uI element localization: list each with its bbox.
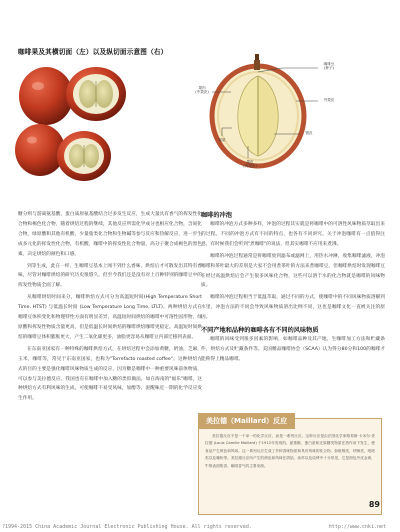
figure-title: 咖啡果及其横切面（左）以及纵切面示意图（右） xyxy=(18,48,168,56)
label-coffee-bean: 咖啡豆 (种子) xyxy=(323,62,335,71)
label-silver-skin: 银皮 xyxy=(305,131,313,135)
left-paragraph: 从咖啡烘焙时间来分，咖啡烘焙方式可分为高温短时间(High Temperature Short Time, HTST) 与低温长时间 (Low Temperature Long Time, LTLT)。两种烘焙方式在咖啡豆体积变化和物理特性方面有明显差异，高温短时间烘焙的咖啡中可溶性固形物，绿原酸和挥发性物质含量更高，但是低温长时间烘焙的咖啡烘焙咖啡更稳定。高温短时间烘焙的咖啡豆体积膨胀更大，产生二氧化碳更多，油脂更容易从咖啡豆内部迁移到表面。 xyxy=(18,295,202,340)
right-paragraph: 咖啡的风味受到很多因素的影响，如咖啡品种及其产地，生咖啡加工方法和贮藏条件，烘焙方式及贮藏条件等。美国精品咖啡协会（SCAA）认为得分80分和100的咖啡才能称得上精品咖啡。 xyxy=(201,337,385,362)
maillard-sidebar-box xyxy=(198,418,382,515)
longitudinal-section-diagram xyxy=(212,54,304,166)
label-pulp: 果肉 (中果皮) xyxy=(195,86,209,95)
right-paragraph: 咖啡的冲泡过程相当于低温萃取，通过不同的方式，使咖啡中的不同风味物质溶解到水里，冲泡方法的不同会导致风味物质溶出比例不同，这也是咖啡文化一直被关注的原因。 xyxy=(201,295,385,321)
label-mucilage: 黏质 xyxy=(218,138,226,142)
right-paragraph: 咖啡的冲泡方式多种多样，冲泡的过程其实就是将咖啡中的可溶性风味物质萃取出来的过程。不同的冲泡方式有不同的特点，也各有不同讲究。关于冲泡咖啡有一点值得注意，有时候我们会听到"煮咖啡"的说法，但其实咖啡不应用来煮沸。 xyxy=(201,222,385,247)
left-paragraph: 在东南亚国家有一种特殊的咖啡烘焙方式，在烘焙过程中会添加黄糖，奶油，芝麻，玉米，咖啡等，常见于东南亚国家，也称为"Torrefacto roasted coffee"。这种烘焙方式的目的主要是强化咖啡风味物质生成的反应，因为糖是咖啡中一种重要风味前体物质，可以参与美拉德反应。我国也有在咖啡中加入糖的类似做法，如在海南的"福乐"咖啡。这种烘焙方式有利风味的生成，可使咖啡不易受风味，加醇等，泥醒味近一期的化学反应发生作用。 xyxy=(18,346,202,402)
coffee-cherry-illustration xyxy=(0,0,400,205)
left-paragraph: 到等生成，此在一样，生咖啡豆基本上闻不到什么香味，烘焙后才可散发出其特有香味，尽管对咖啡烘焙的研究历史很悠久，但至今我们还是没有对上百种特别的咖啡豆中的挥发性物质全面了解。 xyxy=(18,263,202,289)
sidebar-box-text: 美拉德反应不是一个单一的化学反应，而是一系列反应。这种反应是由法国化学家路易斯·卡米尔·美拉德 (Louis Camille Maillard) 于1912年发现的。氨基酸，蛋白质和还原糖类物质在热作用下发生，使食品产生颜色和风味。这一系列反应生成了多种香味物质和具有风味的化合物，如吡嗪类，呋喃类，吡咯类以及噻吩等。美拉德反应所产生的颜色和风味在烘焙，油炸以及烧烤中十分常见，它是面包外皮金黄，牛排表面焦香，咖啡香气的主要来源。 xyxy=(205,434,375,468)
coffee-fruit-figure xyxy=(0,0,400,205)
page-number: 89 xyxy=(368,500,380,509)
section-heading-origin-flavor: 不同产地和品种的咖啡各有不同的风味物质 xyxy=(201,327,319,335)
label-inner-parchment: 果皮 (内果皮) xyxy=(243,160,257,169)
cherry-cross-section-bottom xyxy=(57,131,111,181)
left-text-column xyxy=(18,210,202,406)
footer-url: http://www.cnki.net xyxy=(328,524,386,530)
footer xyxy=(0,522,400,532)
cherry-cross-section-top xyxy=(66,67,126,121)
footer-copyright: ?1994-2015 China Academic Journal Electronic Publishing House. All rights reserved. xyxy=(2,524,252,530)
right-paragraph: 咖啡的冲泡过程通常是将咖啡放到滤布或滤网上，用热水冲淋，收集咖啡滤液，冲泡咖啡和茶叶最大的差别是大家不会用煮茶叶的方法来煮咖啡豆，但咖啡烘焙时发现咖啡豆在经过高温烘焙后会产生很多风味化合物，这些可以溶于水的化合物就是咖啡的风味物质。 xyxy=(201,253,385,289)
label-outer-skin: 外果皮 xyxy=(323,98,335,102)
whole-cherry-bottom xyxy=(15,124,65,176)
whole-cherry-top xyxy=(19,67,73,125)
section-heading-brewing: 咖啡的冲泡 xyxy=(201,212,232,219)
right-text-column xyxy=(201,210,385,367)
left-paragraph: 糖分则与游离氨基酸，蛋白质原氨基酸结合过多发生反应，生成大量具有香气的挥发性化合物和褐色化合物，随着烘焙过程的继续，其他反应所需化学成分也相应化合物，含氮化合物，绿原酸和其他有机酸，少量脂类化合物和生物碱等参与反应和热解反应，进一步生成多元化的挥发性化合物，有机酸，咖啡中的挥发性化合物量，高分子聚合成褐色的黑色素，决定烘焙的颜色和口感。 xyxy=(18,212,202,257)
sidebar-box-title: 美拉德（Maillard）反应 xyxy=(198,413,295,429)
